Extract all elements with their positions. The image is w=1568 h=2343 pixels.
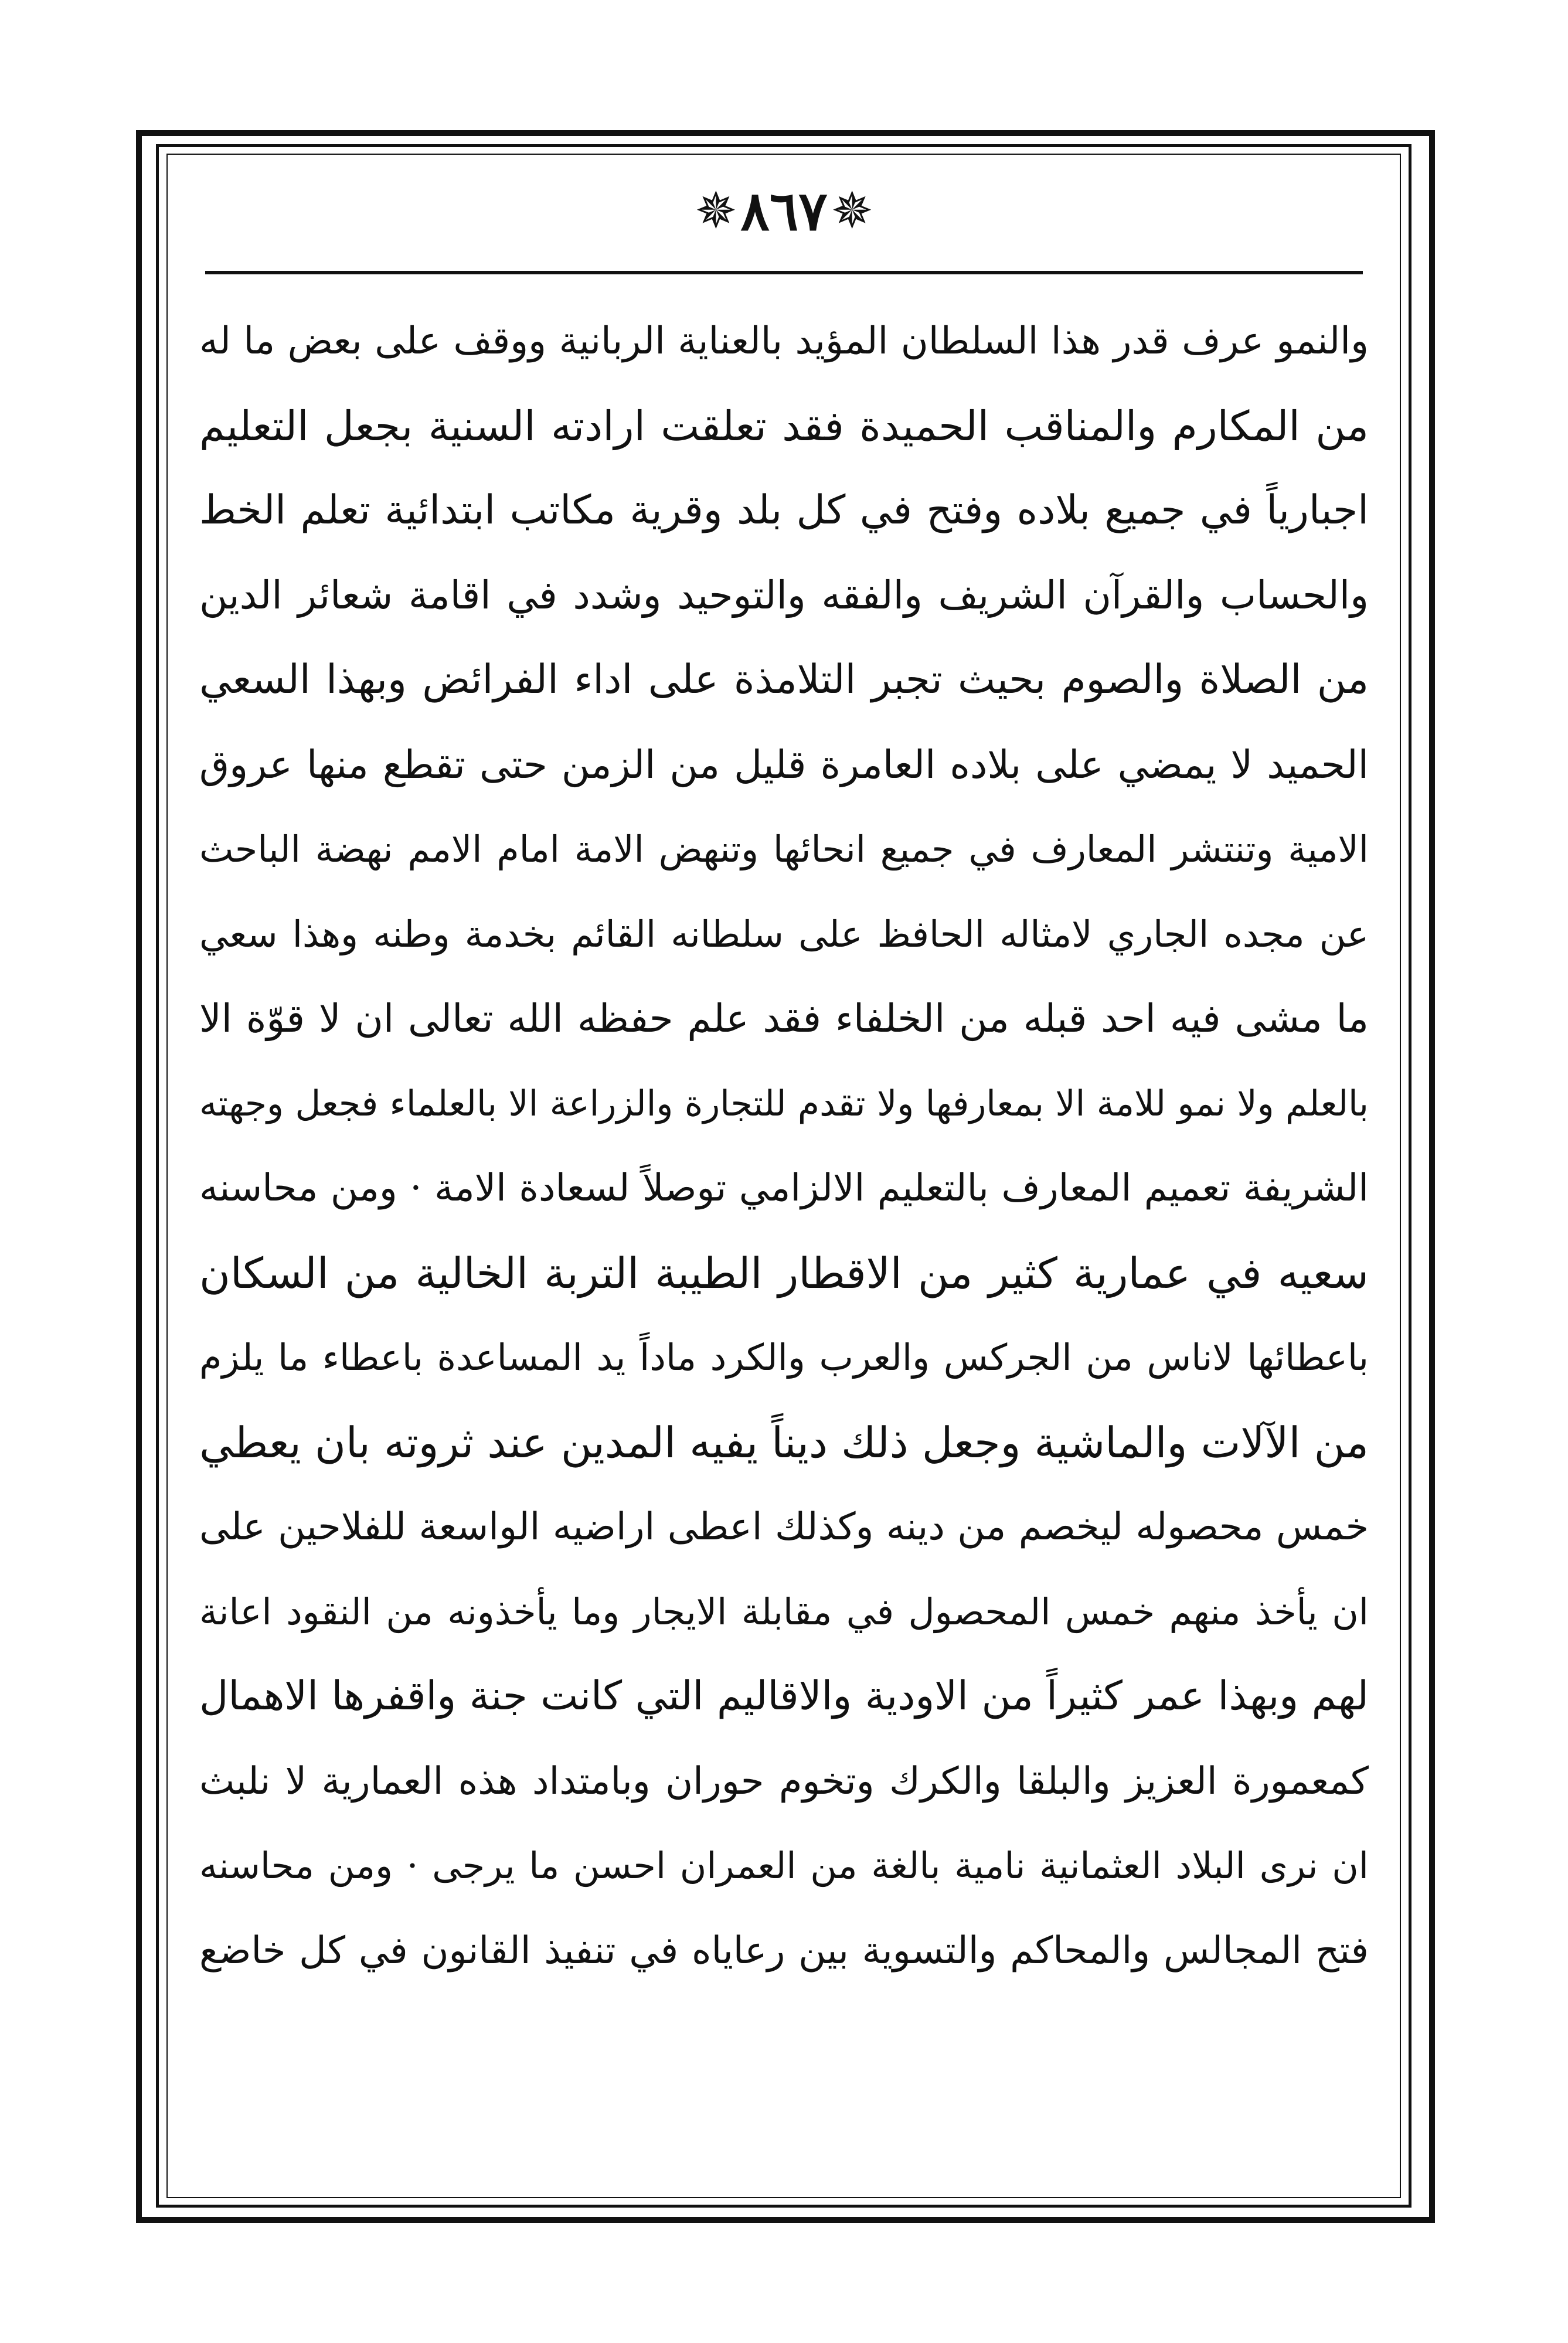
text-line: عن مجده الجاري لامثاله الحافظ على سلطانه القائم بخدمة وطنه وهذا سعي <box>199 912 1369 955</box>
text-line: ما مشى فيه احد قبله من الخلفاء فقد علم حفظه الله تعالى ان لا قوّة الا <box>199 996 1369 1041</box>
text-line: من المكارم والمناقب الحميدة فقد تعلقت ارادته السنية بجعل التعليم <box>199 402 1369 450</box>
body-text <box>199 299 1369 2175</box>
text-line: باعطائها لاناس من الجركس والعرب والكرد ماداً يد المساعدة باعطاء ما يلزم <box>199 1336 1369 1379</box>
text-line: الشريفة تعميم المعارف بالتعليم الالزامي توصلاً لسعادة الامة · ومن محاسنه <box>199 1167 1369 1210</box>
text-line: الحميد لا يمضي على بلاده العامرة قليل من الزمن حتى تقطع منها عروق <box>199 742 1369 787</box>
text-line: كمعمورة العزيز والبلقا والكرك وتخوم حوران وبامتداد هذه العمارية لا نلبث <box>199 1759 1369 1803</box>
ornament-icon: ✵ <box>831 182 873 240</box>
text-line: لهم وبهذا عمر كثيراً من الاودية والاقاليم التي كانت جنة واقفرها الاهمال <box>199 1673 1369 1719</box>
text-line: والحساب والقرآن الشريف والفقه والتوحيد وشدد في اقامة شعائر الدين <box>199 572 1369 618</box>
text-line: الامية وتنتشر المعارف في جميع انحائها وتنهض الامة امام الامم نهضة الباحث <box>199 828 1369 870</box>
text-line: من الآلات والماشية وجعل ذلك ديناً يفيه المدين عند ثروته بان يعطي <box>199 1417 1369 1467</box>
text-line: فتح المجالس والمحاكم والتسوية بين رعاياه في تنفيذ القانون في كل خاضع <box>199 1929 1369 1973</box>
text-line: سعيه في عمارية كثير من الاقطار الطيبة التربة الخالية من السكان <box>199 1248 1369 1298</box>
text-line: اجبارياً في جميع بلاده وفتح في كل بلد وقرية مكاتب ابتدائية تعلم الخط <box>199 487 1369 533</box>
text-line: والنمو عرف قدر هذا السلطان المؤيد بالعناية الربانية ووقف على بعض ما له <box>199 319 1369 363</box>
page-number: ٨٦٧ <box>740 179 828 243</box>
text-line: خمس محصوله ليخصم من دينه وكذلك اعطى اراضيه الواسعة للفلاحين على <box>199 1505 1369 1549</box>
page-header <box>205 167 1363 255</box>
text-line: من الصلاة والصوم بحيث تجبر التلامذة على اداء الفرائض وبهذا السعي <box>199 657 1369 703</box>
text-line: ان نرى البلاد العثمانية نامية بالغة من العمران احسن ما يرجى · ومن محاسنه <box>199 1844 1369 1887</box>
header-divider <box>205 271 1363 274</box>
text-line: بالعلم ولا نمو للامة الا بمعارفها ولا تقدم للتجارة والزراعة الا بالعلماء فجعل وجهته <box>199 1083 1369 1124</box>
text-line: ان يأخذ منهم خمس المحصول في مقابلة الايجار وما يأخذونه من النقود اعانة <box>199 1590 1369 1633</box>
ornament-icon: ✵ <box>695 182 737 240</box>
